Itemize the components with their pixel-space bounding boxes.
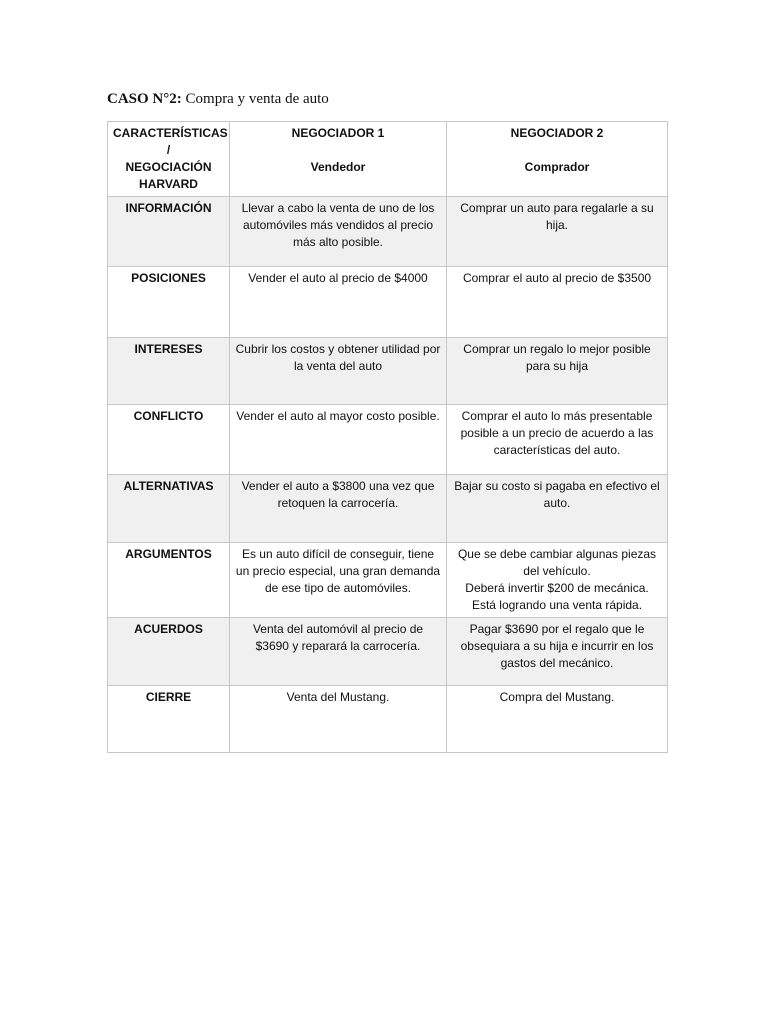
negotiator-1-cell: Es un auto difícil de conseguir, tiene un precio especial, una gran demanda de ese tipo de automóviles. xyxy=(230,543,447,618)
row-label: ACUERDOS xyxy=(108,618,230,686)
header-corner-line4: HARVARD xyxy=(139,177,198,191)
negotiation-table xyxy=(107,121,668,753)
row-label: INFORMACIÓN xyxy=(108,197,230,267)
argument-line: Deberá invertir $200 de mecánica. xyxy=(465,581,649,595)
negotiator-2-cell: Comprar el auto lo más presentable posible a un precio de acuerdo a las características del auto. xyxy=(447,405,668,475)
negotiator-1-cell: Llevar a cabo la venta de uno de los automóviles más vendidos al precio más alto posible. xyxy=(230,197,447,267)
table-row xyxy=(108,618,668,686)
row-label: CIERRE xyxy=(108,686,230,753)
negotiator-2-cell: Comprar un auto para regalarle a su hija. xyxy=(447,197,668,267)
case-title xyxy=(107,91,329,108)
negotiator-1-title: NEGOCIADOR 1 xyxy=(291,126,385,140)
negotiator-1-role: Vendedor xyxy=(310,160,366,174)
argument-line: Está logrando una venta rápida. xyxy=(471,598,643,612)
table-row xyxy=(108,405,668,475)
table-row xyxy=(108,686,668,753)
negotiator-1-cell: Vender el auto al mayor costo posible. xyxy=(230,405,447,475)
negotiator-2-role: Comprador xyxy=(524,160,590,174)
row-label: POSICIONES xyxy=(108,267,230,338)
header-negotiator-1 xyxy=(230,122,447,197)
header-corner-line3: NEGOCIACIÓN xyxy=(125,160,212,174)
header-corner-line2: / xyxy=(166,143,171,157)
case-subject: Compra y venta de auto xyxy=(185,91,329,107)
table-row xyxy=(108,267,668,338)
table-row xyxy=(108,338,668,405)
negotiator-2-title: NEGOCIADOR 2 xyxy=(510,126,604,140)
table-row xyxy=(108,197,668,267)
negotiator-1-cell: Venta del automóvil al precio de $3690 y reparará la carrocería. xyxy=(230,618,447,686)
negotiator-2-cell xyxy=(447,543,668,618)
negotiator-1-cell: Vender el auto a $3800 una vez que retoquen la carrocería. xyxy=(230,475,447,543)
header-row xyxy=(108,122,668,197)
row-label: CONFLICTO xyxy=(108,405,230,475)
negotiator-2-cell: Compra del Mustang. xyxy=(447,686,668,753)
negotiator-1-cell: Cubrir los costos y obtener utilidad por la venta del auto xyxy=(230,338,447,405)
negotiator-2-cell: Pagar $3690 por el regalo que le obsequiara a su hija e incurrir en los gastos del mecánico. xyxy=(447,618,668,686)
negotiator-2-cell: Comprar un regalo lo mejor posible para su hija xyxy=(447,338,668,405)
case-number: CASO N°2: xyxy=(107,91,182,107)
negotiator-1-cell: Vender el auto al precio de $4000 xyxy=(230,267,447,338)
argument-line: Que se debe cambiar algunas piezas del vehículo. xyxy=(457,547,657,578)
row-label: ALTERNATIVAS xyxy=(108,475,230,543)
table-row xyxy=(108,475,668,543)
row-label: INTERESES xyxy=(108,338,230,405)
negotiator-2-cell: Comprar el auto al precio de $3500 xyxy=(447,267,668,338)
negotiator-1-cell: Venta del Mustang. xyxy=(230,686,447,753)
header-corner-line1: CARACTERÍSTICAS xyxy=(113,126,228,140)
table-row xyxy=(108,543,668,618)
negotiator-2-cell: Bajar su costo si pagaba en efectivo el auto. xyxy=(447,475,668,543)
row-label: ARGUMENTOS xyxy=(108,543,230,618)
header-corner-cell xyxy=(108,122,230,197)
header-negotiator-2 xyxy=(447,122,668,197)
